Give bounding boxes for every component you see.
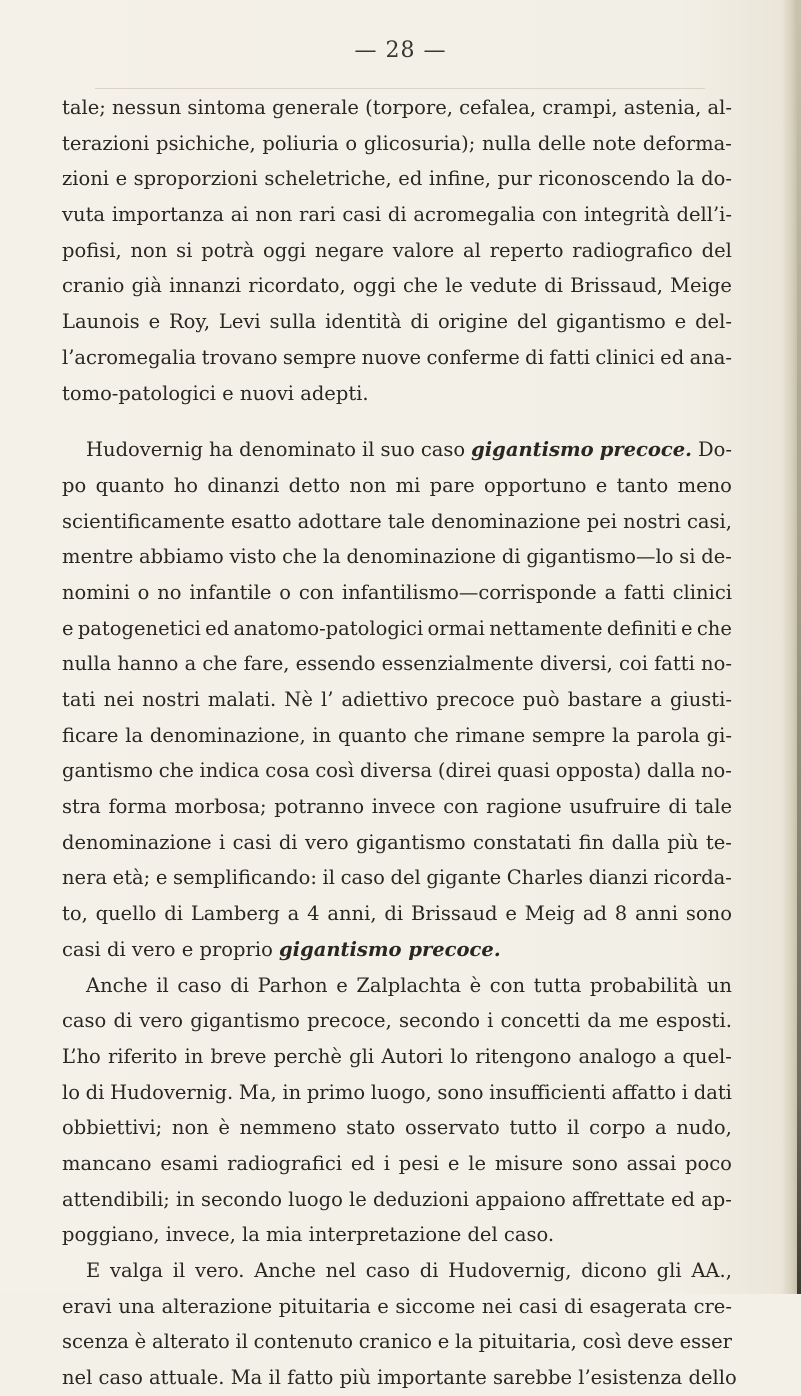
text-line: po quanto ho dinanzi detto non mi pare opportuno e tanto meno [62,473,732,497]
page-number: — 28 — [354,38,447,63]
text-line: pofisi, non si potrà oggi negare valore al reperto radiografico del [62,238,732,262]
text-line: l’acromegalia trovano sempre nuove conferme di fatti clinici ed ana- [62,345,732,369]
text-line: attendibili; in secondo luogo le deduzioni appaiono affrettate ed ap- [62,1187,732,1211]
text-line: poggiano, invece, la mia interpretazione del caso. [62,1223,555,1247]
text-line: tale; nessun sintoma generale (torpore, cefalea, crampi, astenia, al- [62,96,732,119]
text-line: mentre abbiamo visto che la denominazione di gigantismo—lo si de- [62,545,732,569]
text-line: e patogenetici ed anatomo-patologici ormai nettamente definiti e che [62,616,732,640]
text-line: E valga il vero. Anche nel caso di Hudovernig, dicono gli AA., [86,1259,732,1282]
text-line: mancano esami radiografici ed i pesi e le misure sono assai poco [62,1151,732,1175]
header-rule [95,88,705,89]
paragraph-gap [62,411,732,432]
text-line: scientificamente esatto adottare tale denominazione pei nostri casi, [62,509,732,533]
text-line: Launois e Roy, Levi sulla identità di origine del gigantismo e del- [62,310,732,334]
text-line: cranio già innanzi ricordato, oggi che le vedute di Brissaud, Meige [62,274,732,298]
text-line: Hudovernig ha denominato il suo caso gigantismo precoce. Do- [86,438,732,462]
text-line: lo di Hudovernig. Ma, in primo luogo, sono insufficienti affatto i dati [62,1080,732,1104]
text-line: scenza è alterato il contenuto cranico e la pituitaria, così deve esser [62,1330,732,1354]
text-line: nera età; e semplificando: il caso del gigante Charles dianzi ricorda- [62,866,732,890]
text-line: tomo-patologici e nuovi adepti. [62,381,369,405]
text-line: nel caso attuale. Ma il fatto più importante sarebbe l’esistenza dello [62,1366,737,1390]
text-line: nulla hanno a che fare, essendo essenzialmente diversi, coi fatti no- [62,652,732,676]
text-line: Anche il caso di Parhon e Zalplachta è con tutta probabilità un [86,973,732,997]
text-line: zioni e sproporzioni scheletriche, ed infine, pur riconoscendo la do- [62,167,732,191]
text-line: casi di vero e proprio gigantismo precoce. [62,937,501,961]
text-line: terazioni psichiche, poliuria o glicosuria); nulla delle note deforma- [62,131,732,155]
text-line: eravi una alterazione pituitaria e siccome nei casi di esagerata cre- [62,1294,732,1318]
text-line: L’ho riferito in breve perchè gli Autori lo ritengono analogo a quel- [62,1044,732,1068]
page-edge-shadow [783,0,801,1294]
body-text [62,90,737,1396]
text-line: to, quello di Lamberg a 4 anni, di Brissaud e Meig ad 8 anni sono [62,902,732,926]
text-line: vuta importanza ai non rari casi di acromegalia con integrità dell’i- [62,203,732,227]
text-line: caso di vero gigantismo precoce, secondo i concetti da me esposti. [62,1009,732,1033]
text-line: obbiettivi; non è nemmeno stato osservato tutto il corpo a nudo, [62,1116,732,1140]
text-line: denominazione i casi di vero gigantismo constatati fin dalla più te- [62,830,732,854]
text-line: nomini o no infantile o con infantilismo—corrisponde a fatti clinici [62,580,732,604]
text-line: tati nei nostri malati. Nè l’ adiettivo precoce può bastare a giusti- [62,688,732,711]
text-line: gantismo che indica cosa così diversa (direi quasi opposta) dalla no- [62,759,732,783]
text-line: stra forma morbosa; potranno invece con ragione usufruire di tale [62,795,732,819]
text-line: ficare la denominazione, in quanto che rimane sempre la parola gi- [62,723,732,747]
